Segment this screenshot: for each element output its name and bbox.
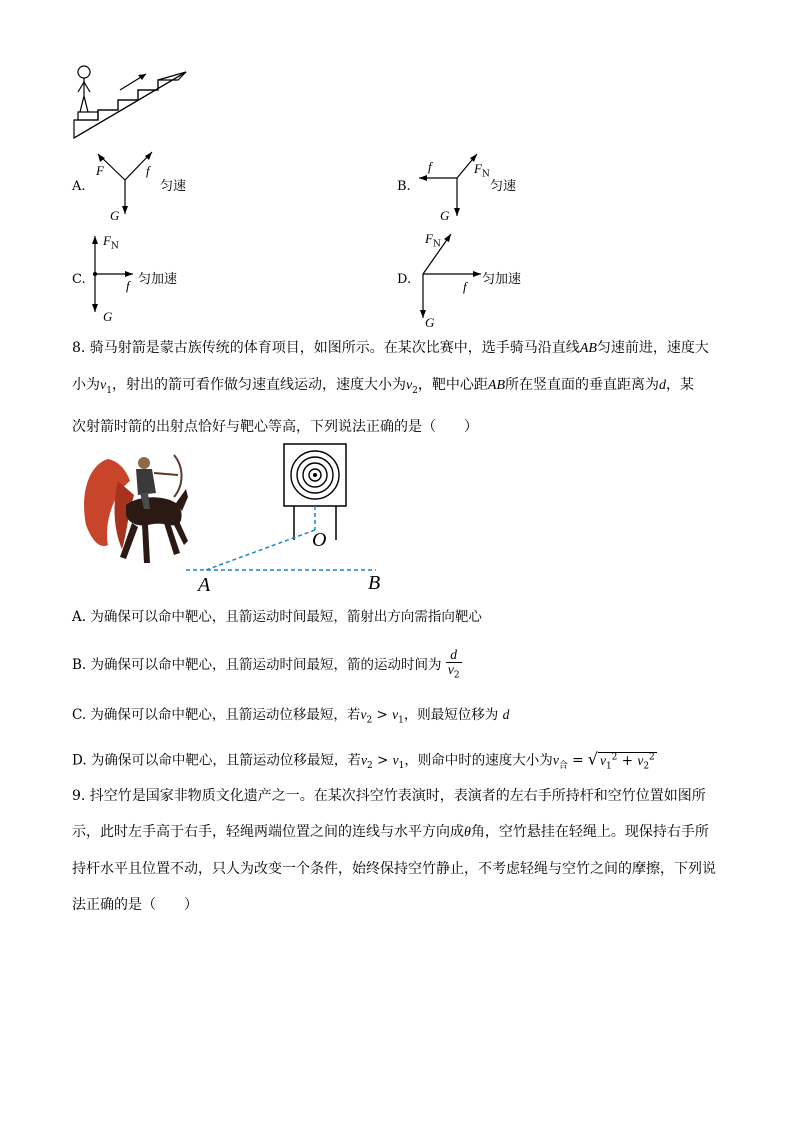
- option-b-force-2-sub: N: [481, 169, 490, 180]
- option-a-force-diagram: [90, 148, 170, 228]
- question-8-stem: 8. 骑马射箭是蒙古族传统的体育项目，如图所示。在某次比赛中，选手骑马沿直线AB匀速前进，速度大 小为$v_1$，射出的箭可看作做匀速直线运动，速度大小为$v_2$，靶中心距AB所在竖直面的垂直距离为d，某 次射箭时箭的出射点恰好与靶心等高，下列说法正确的是（ ）: [72, 340, 709, 435]
- option-a-label: A.: [72, 179, 86, 194]
- option-b-force-3: G: [440, 208, 450, 223]
- point-b-label: B: [368, 572, 381, 594]
- option-b-label: B.: [397, 179, 411, 194]
- option-a-force-3: G: [110, 208, 120, 223]
- point-o-label: O: [312, 529, 327, 551]
- option-c-label: C.: [72, 272, 86, 287]
- option-a-motion: 匀速: [160, 179, 187, 194]
- horse-archer-illustration: [78, 445, 188, 573]
- q8-option-c: C. 为确保可以命中靶心，且箭运动位移最短，若$v_2 > v_1$，则最短位移为 d: [72, 707, 510, 726]
- option-c-motion: 匀加速: [138, 272, 178, 287]
- target-diagram: [180, 440, 400, 600]
- escalator-figure: [70, 62, 195, 142]
- option-b-motion: 匀速: [490, 179, 517, 194]
- point-a-label: A: [198, 574, 211, 596]
- option-d-force-1: F: [425, 231, 433, 246]
- option-d-force-2: f: [463, 279, 467, 294]
- option-c-force-3: G: [103, 309, 113, 324]
- option-b-force-1: f: [428, 159, 432, 174]
- option-d-label: D.: [397, 272, 412, 287]
- option-d-force-1-sub: N: [432, 239, 441, 250]
- q8-option-d: D. 为确保可以命中靶心，且箭运动位移最短，若$v_2 > v_1$，则命中时的速度大小为$v_合$ = √ $v_1^2 + v_2^2$: [72, 749, 655, 772]
- option-d-force-3: G: [425, 315, 435, 330]
- option-c-force-1-sub: N: [110, 241, 119, 252]
- question-9-stem: 9. 抖空竹是国家非物质文化遗产之一。在某次抖空竹表演时，表演者的左右手所持杆和空竹位置如图所 示，此时左手高于右手，轻绳两端位置之间的连线与水平方向成θ角，空竹悬挂在轻绳上。现保持右手所 持杆水平且位置不动，只人为改变一个条件，始终保持空竹静止，不考虑轻绳与空竹之间的摩擦，下列说 法正确的是（ ）: [72, 788, 716, 913]
- q8-option-a: A. 为确保可以命中靶心，且箭运动时间最短，箭射出方向需指向靶心: [72, 609, 482, 625]
- q8-option-b: B. 为确保可以命中靶心，且箭运动时间最短，箭的运动时间为 $\frac{d}{v_2}$: [72, 647, 460, 681]
- option-c-force-2: f: [126, 278, 130, 293]
- option-c-force-1: F: [103, 233, 111, 248]
- option-a-force-2: f: [146, 163, 150, 178]
- option-b-force-2: F: [474, 161, 482, 176]
- option-a-force-1: F: [96, 163, 104, 178]
- option-d-motion: 匀加速: [482, 272, 522, 287]
